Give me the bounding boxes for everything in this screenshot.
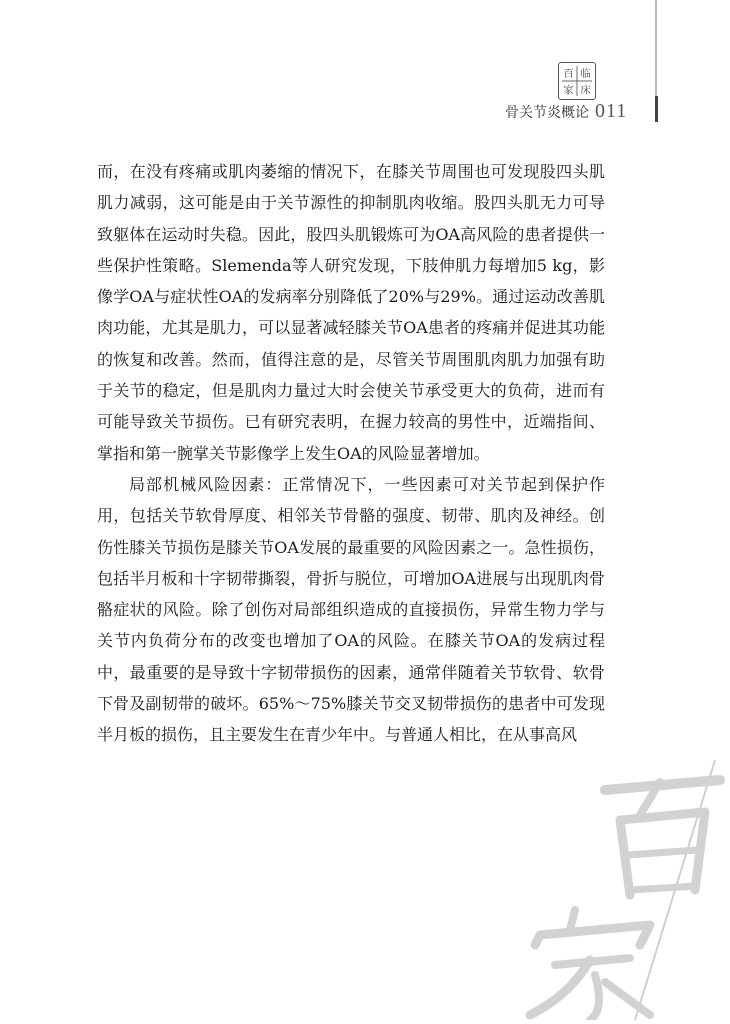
svg-text:百: 百 bbox=[563, 68, 574, 81]
body-text bbox=[97, 156, 605, 751]
paragraph-1: 而，在没有疼痛或肌肉萎缩的情况下，在膝关节周围也可发现股四头肌肌力减弱，这可能是由于关节源性的抑制肌肉收缩。股四头肌无力可导致躯体在运动时失稳。因此，股四头肌锻炼可为OA高风险的患者提供一些保护性策略。Slemenda等人研究发现，下肢伸肌力每增加5 kg，影像学OA与症状性OA的发病率分别降低了20%与29%。通过运动改善肌肉功能，尤其是肌力，可以显著减轻膝关节OA患者的疼痛并促进其功能的恢复和改善。然而，值得注意的是，尽管关节周围肌肉肌力加强有助于关节的稳定，但是肌肉力量过大时会使关节承受更大的负荷，进而有可能导致关节损伤。已有研究表明，在握力较高的男性中，近端指间、掌指和第一腕掌关节影像学上发生OA的风险显著增加。 bbox=[97, 162, 605, 463]
watermark-calligraphy bbox=[510, 720, 730, 1020]
publisher-seal-logo bbox=[558, 62, 596, 100]
chapter-title: 骨关节炎概论 bbox=[505, 105, 589, 121]
page-number: 011 bbox=[595, 100, 628, 122]
running-header bbox=[505, 100, 627, 124]
svg-text:临: 临 bbox=[580, 68, 591, 81]
svg-text:家: 家 bbox=[563, 84, 574, 97]
svg-text:床: 床 bbox=[580, 84, 591, 97]
paragraph-2: 局部机械风险因素：正常情况下，一些因素可对关节起到保护作用，包括关节软骨厚度、相邻关节骨骼的强度、韧带、肌肉及神经。创伤性膝关节损伤是膝关节OA发展的最重要的风险因素之一。急性损伤，包括半月板和十字韧带撕裂，骨折与脱位，可增加OA进展与出现肌肉骨骼症状的风险。除了创伤对局部组织造成的直接损伤，异常生物力学与关节内负荷分布的改变也增加了OA的风险。在膝关节OA的发病过程中，最重要的是导致十字韧带损伤的因素，通常伴随着关节软骨、软骨下骨及副韧带的破坏。65%～75%膝关节交叉韧带损伤的患者中可发现半月板的损伤，且主要发生在青少年中。与普通人相比，在从事高风 bbox=[97, 474, 605, 745]
header-rule-accent bbox=[655, 96, 658, 122]
